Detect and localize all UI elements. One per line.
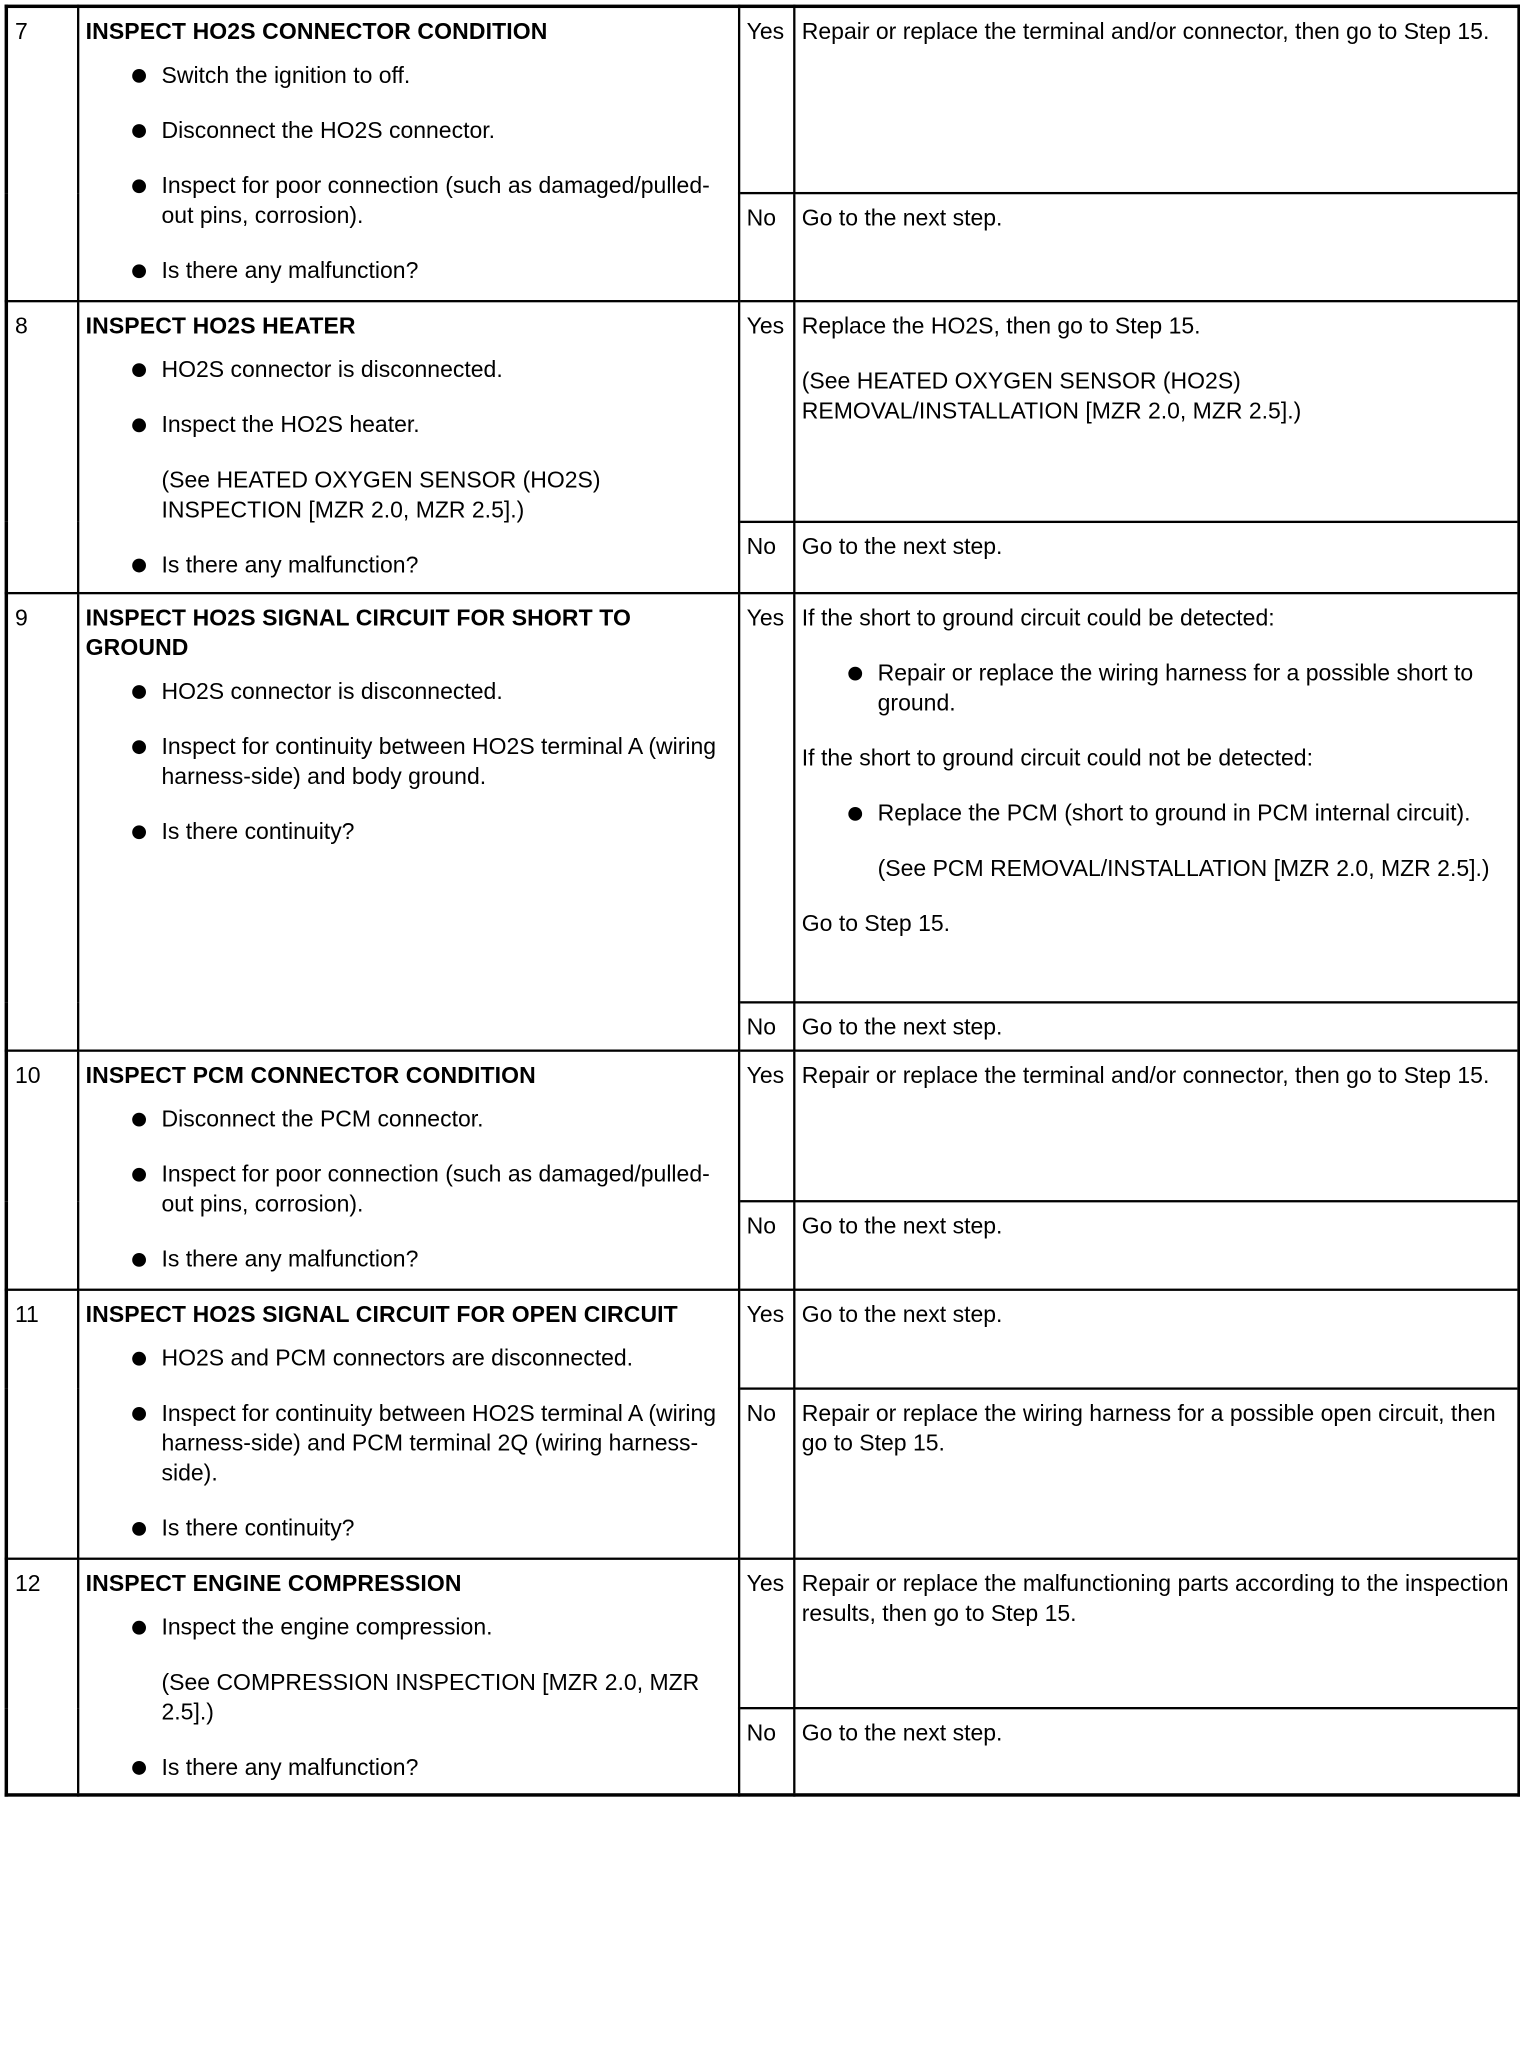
step-procedure: [78, 6, 739, 300]
answer-yes-text: Replace the HO2S, then go to Step 15.: [801, 313, 1201, 339]
answer-no-label: No: [739, 1002, 794, 1050]
procedure-bullet: Is there any malfunction?: [118, 550, 731, 580]
procedure-bullet: Switch the ignition to off.: [118, 61, 731, 91]
answer-no-label: No: [739, 193, 794, 301]
answer-no-label: No: [739, 1201, 794, 1290]
answer-yes-action: [794, 593, 1519, 1002]
answer-yes-action: Repair or replace the terminal and/or connector, then go to Step 15.: [794, 6, 1519, 192]
action-bullet: [834, 798, 1510, 883]
procedure-bullet: Is there any malfunction?: [118, 1244, 731, 1274]
step-title: INSPECT HO2S HEATER: [85, 313, 356, 339]
step-row-7-yes: [6, 6, 1519, 192]
procedure-list: [86, 1612, 731, 1782]
reference-note: (See HEATED OXYGEN SENSOR (HO2S) REMOVAL/INSTALLATION [MZR 2.0, MZR 2.5].): [801, 368, 1302, 424]
procedure-bullet: [118, 410, 731, 525]
step-title: INSPECT PCM CONNECTOR CONDITION: [85, 1062, 536, 1089]
procedure-bullet: [118, 1612, 731, 1727]
answer-yes-label: Yes: [739, 593, 794, 1002]
reference-note: (See PCM REMOVAL/INSTALLATION [MZR 2.0, MZR 2.5].): [877, 855, 1490, 882]
procedure-bullet-text: Inspect the HO2S heater.: [161, 412, 420, 438]
diagnostic-procedure-table: [5, 5, 1520, 1797]
step-procedure: [78, 1289, 739, 1558]
procedure-list: [86, 61, 731, 286]
step-procedure: [78, 301, 739, 593]
step-procedure: [78, 1050, 739, 1289]
step-title: INSPECT HO2S SIGNAL CIRCUIT FOR SHORT TO GROUND: [85, 605, 631, 661]
answer-no-action: Go to the next step.: [794, 1708, 1519, 1795]
step-procedure: [78, 1558, 739, 1795]
answer-no-label: No: [739, 1388, 794, 1558]
answer-yes-label: Yes: [739, 1289, 794, 1388]
reference-note: (See COMPRESSION INSPECTION [MZR 2.0, MZR 2.5].): [161, 1669, 700, 1725]
answer-no-action: Go to the next step.: [794, 521, 1519, 592]
answer-yes-label: Yes: [739, 6, 794, 192]
condition-text: If the short to ground circuit could not be detected:: [801, 745, 1313, 771]
step-row-12-yes: [6, 1558, 1519, 1707]
step-title: INSPECT HO2S CONNECTOR CONDITION: [85, 19, 548, 45]
answer-yes-label: Yes: [739, 1050, 794, 1201]
reference-note: (See HEATED OXYGEN SENSOR (HO2S) INSPECTION [MZR 2.0, MZR 2.5].): [161, 467, 601, 523]
procedure-bullet: Is there any malfunction?: [118, 1752, 731, 1782]
procedure-list: [86, 1104, 731, 1274]
step-number: 11: [6, 1289, 77, 1558]
answer-no-action: Go to the next step.: [794, 193, 1519, 301]
procedure-bullet: Inspect for continuity between HO2S terminal A (wiring harness-side) and PCM terminal 2Q (wiring harness-side).: [118, 1398, 731, 1488]
step-title: INSPECT HO2S SIGNAL CIRCUIT FOR OPEN CIRCUIT: [85, 1301, 678, 1328]
procedure-bullet: Inspect for poor connection (such as damaged/pulled-out pins, corrosion).: [118, 171, 731, 231]
procedure-bullet: Is there continuity?: [118, 1513, 731, 1543]
goto-step-text: Go to Step 15.: [801, 910, 951, 937]
step-title: INSPECT ENGINE COMPRESSION: [85, 1570, 462, 1597]
procedure-bullet: HO2S and PCM connectors are disconnected.: [118, 1343, 731, 1373]
step-number: 10: [6, 1050, 77, 1289]
step-row-8-yes: [6, 301, 1519, 522]
answer-no-label: No: [739, 521, 794, 592]
step-row-11-yes: [6, 1289, 1519, 1388]
answer-no-action: Go to the next step.: [794, 1002, 1519, 1050]
condition-text: If the short to ground circuit could be detected:: [801, 605, 1275, 631]
procedure-bullet: Inspect for poor connection (such as damaged/pulled-out pins, corrosion).: [118, 1159, 731, 1219]
procedure-bullet: Disconnect the HO2S connector.: [118, 116, 731, 146]
action-bullet-text: Replace the PCM (short to ground in PCM internal circuit).: [877, 800, 1471, 826]
procedure-list: [86, 355, 731, 580]
action-list: [802, 798, 1511, 883]
answer-yes-action: Go to the next step.: [794, 1289, 1519, 1388]
answer-yes-action: Repair or replace the terminal and/or connector, then go to Step 15.: [794, 1050, 1519, 1201]
step-number: 12: [6, 1558, 77, 1795]
procedure-bullet: Inspect for continuity between HO2S terminal A (wiring harness-side) and body ground.: [118, 732, 731, 792]
step-number: 8: [6, 301, 77, 593]
procedure-bullet: HO2S connector is disconnected.: [118, 355, 731, 385]
answer-yes-label: Yes: [739, 1558, 794, 1707]
step-row-10-yes: [6, 1050, 1519, 1201]
step-row-9-yes: [6, 593, 1519, 1002]
procedure-list: [86, 1343, 731, 1543]
procedure-bullet: Is there continuity?: [118, 817, 731, 847]
procedure-bullet-text: Inspect the engine compression.: [161, 1614, 493, 1640]
answer-yes-action: [794, 301, 1519, 522]
action-bullet: Repair or replace the wiring harness for a possible short to ground.: [834, 658, 1510, 718]
answer-yes-action: Repair or replace the malfunctioning parts according to the inspection results, then go to Step 15.: [794, 1558, 1519, 1707]
answer-yes-label: Yes: [739, 301, 794, 522]
step-procedure: [78, 593, 739, 1051]
procedure-bullet: Is there any malfunction?: [118, 256, 731, 286]
procedure-list: [86, 676, 731, 846]
procedure-bullet: HO2S connector is disconnected.: [118, 676, 731, 706]
answer-no-action: Go to the next step.: [794, 1201, 1519, 1290]
answer-no-label: No: [739, 1708, 794, 1795]
step-number: 7: [6, 6, 77, 300]
action-list: [802, 658, 1511, 718]
answer-no-action: Repair or replace the wiring harness for a possible open circuit, then go to Step 15.: [794, 1388, 1519, 1558]
procedure-bullet: Disconnect the PCM connector.: [118, 1104, 731, 1134]
step-number: 9: [6, 593, 77, 1051]
